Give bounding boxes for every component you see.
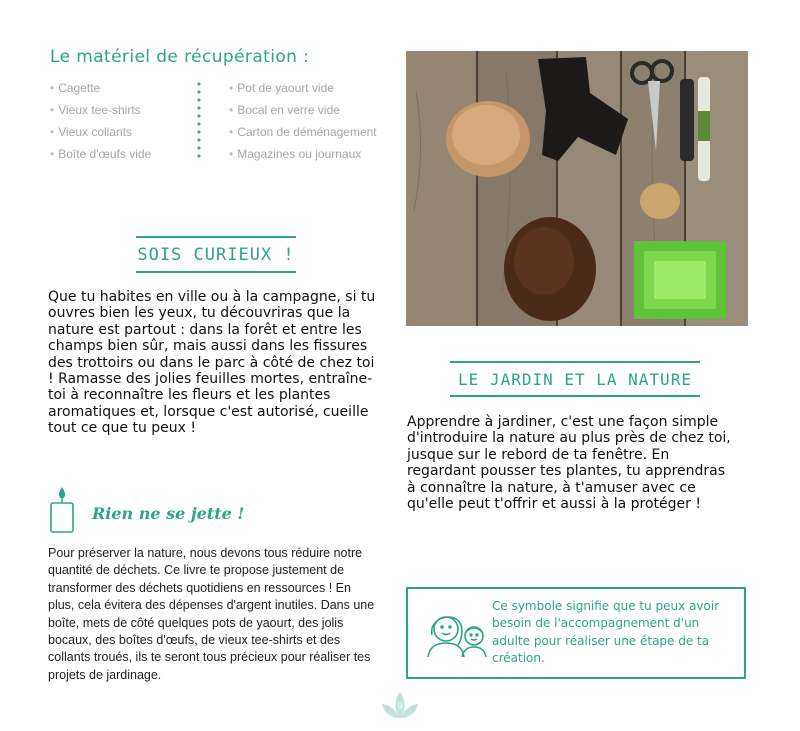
dotted-divider	[196, 80, 202, 160]
adult-child-icon	[426, 605, 496, 657]
page-number-badge	[378, 690, 422, 720]
page-number: 9	[397, 701, 403, 711]
materials-photo	[406, 51, 748, 326]
materials-list-right	[229, 77, 377, 165]
list-item	[229, 121, 377, 143]
section-title: SOIS CURIEUX !	[137, 245, 295, 265]
bullet: •	[50, 147, 55, 161]
materials-title: Le matériel de récupération :	[50, 47, 310, 67]
garden-paragraph: Apprendre à jardiner, c'est une façon simple d'introduire la nature au plus près de chez toi, jusque sur le rebord de ta fenêtre. En regardant pousser tes plantes, tu apprendras à connaître la nature, à t'amuser avec ce qu'elle peut t'offrir et aussi à la protéger !	[407, 414, 731, 513]
section-heading-curious	[136, 236, 296, 273]
curious-paragraph: Que tu habites en ville ou à la campagne, si tu ouvres bien les yeux, tu découvriras que la nature est partout : dans la forêt et entre les champs bien sûr, mais aussi dans les fissures des trottoirs ou dans le parc à côté de chez toi ! Ramasse des jolies feuilles mortes, entraîne-toi à reconnaître les fleurs et les plantes aromatiques et, lorsque c'est autorisé, cueille tout ce que tu peux !	[48, 289, 376, 437]
bullet: •	[229, 125, 234, 139]
list-item	[229, 77, 377, 99]
bullet: •	[229, 103, 234, 117]
list-item-label: Cagette	[58, 81, 101, 95]
materials-list-left	[50, 77, 151, 165]
list-item-label: Vieux collants	[58, 125, 133, 139]
bullet: •	[50, 81, 55, 95]
heading-rule-bottom	[136, 271, 296, 273]
candle-icon	[48, 486, 76, 534]
list-item	[229, 143, 377, 165]
bullet: •	[229, 81, 234, 95]
list-item	[50, 143, 151, 165]
bullet: •	[229, 147, 234, 161]
bullet: •	[50, 103, 55, 117]
list-item-label: Carton de déménagement	[237, 125, 377, 139]
list-item-label: Vieux tee-shirts	[58, 103, 141, 117]
tip-title: Rien ne se jette !	[92, 504, 245, 523]
list-item-label: Magazines ou journaux	[237, 147, 362, 161]
bullet: •	[50, 125, 55, 139]
list-item	[50, 77, 151, 99]
adult-help-notice	[406, 587, 746, 679]
list-item	[229, 99, 377, 121]
section-title: LE JARDIN ET LA NATURE	[458, 370, 692, 389]
heading-rule-bottom	[450, 395, 700, 397]
list-item-label: Bocal en verre vide	[237, 103, 340, 117]
list-item-label: Pot de yaourt vide	[237, 81, 334, 95]
section-heading-garden	[450, 361, 700, 397]
list-item	[50, 99, 151, 121]
list-item	[50, 121, 151, 143]
list-item-label: Boîte d'œufs vide	[58, 147, 152, 161]
tip-paragraph: Pour préserver la nature, nous devons tous réduire notre quantité de déchets. Ce livre te propose justement de transformer des déchets quotidiens en ressources ! En plus, cela évitera des dépenses d'argent inutiles. Dans une boîte, mets de côté quelques pots de yaourt, des jolis bocaux, des boîtes d'œufs, de vieux tee-shirts et des collants troués, ils te seront tous précieux pour réaliser tes projets de jardinage.	[48, 546, 375, 682]
notice-text: Ce symbole signifie que tu peux avoir besoin de l'accompagnement d'un adulte pour réaliser une étape de ta création.	[492, 599, 720, 666]
